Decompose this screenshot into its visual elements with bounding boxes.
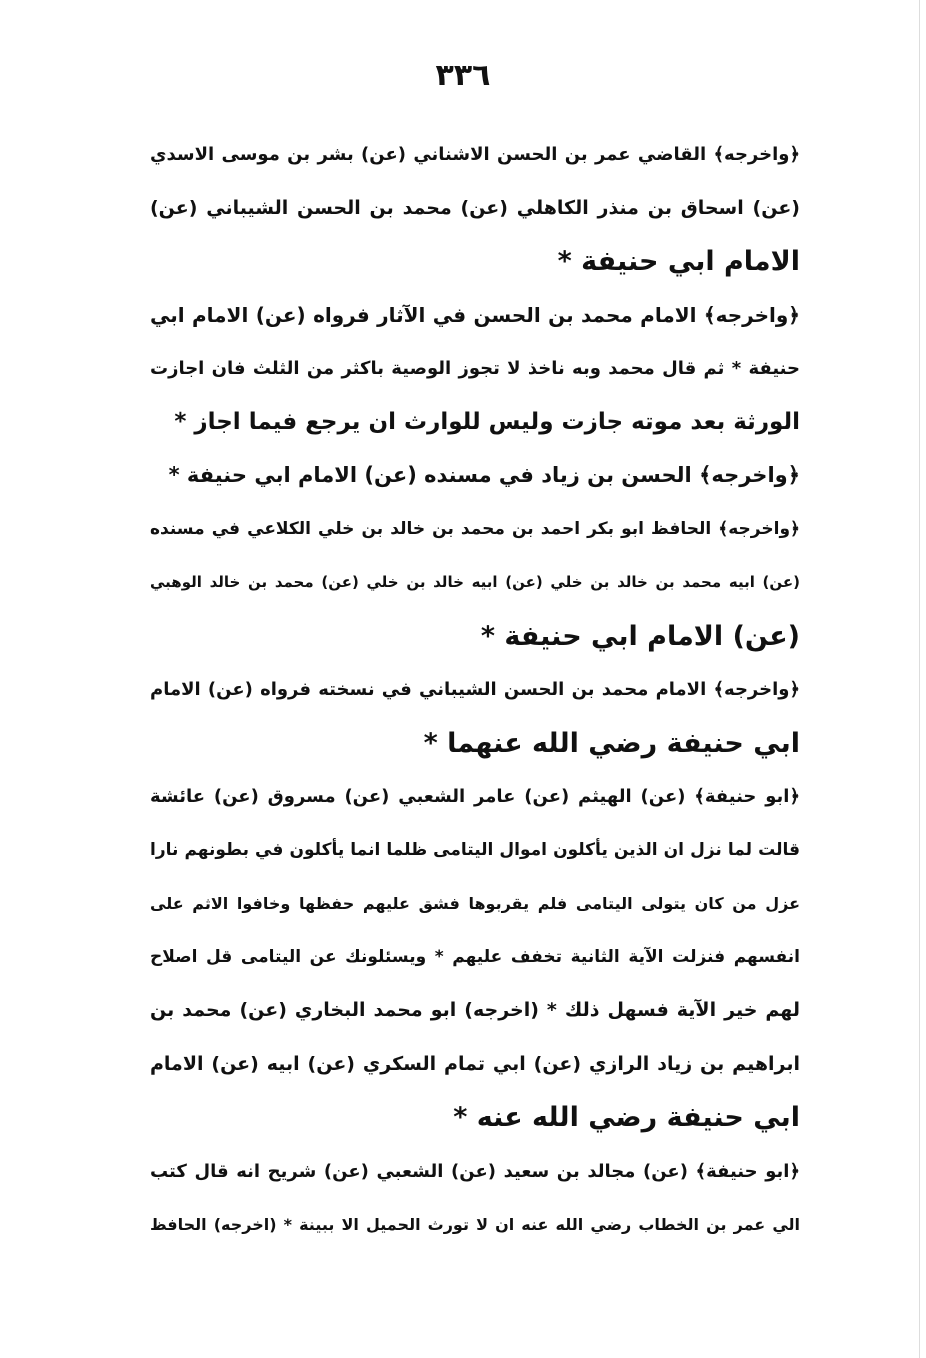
text-line: قالت لما نزل ان الذين يأكلون اموال اليتامى ظلما انما يأكلون في بطونهم نارا bbox=[150, 839, 800, 860]
page-number: ٣٣٦ bbox=[435, 58, 491, 93]
text-line: لهم خير الآية فسهل ذلك * (اخرجه) ابو محمد البخاري (عن) محمد بن bbox=[150, 999, 800, 1021]
text-line: (عن) اسحاق بن منذر الكاهلي (عن) محمد بن الحسن الشيباني (عن) bbox=[150, 196, 800, 219]
text-line: ﴿واخرجه﴾ الامام محمد بن الحسن في الآثار فرواه (عن) الامام ابي bbox=[150, 302, 800, 327]
text-line: ﴿ابو حنيفة﴾ (عن) الهيثم (عن) عامر الشعبي (عن) مسروق (عن) عائشة bbox=[150, 786, 800, 807]
text-line: حنيفة * ثم قال محمد وبه ناخذ لا تجوز الوصية باكثر من الثلث فان اجازت bbox=[150, 358, 800, 379]
text-line: ﴿ابو حنيفة﴾ (عن) مجالد بن سعيد (عن) الشعبي (عن) شريح انه قال كتب bbox=[150, 1160, 800, 1182]
text-line: ابي حنيفة رضي الله عنه * bbox=[453, 1102, 800, 1133]
text-line: (عن) الامام ابي حنيفة * bbox=[480, 620, 800, 652]
scan-edge-line bbox=[919, 0, 920, 1358]
text-line: ﴿واخرجه﴾ الحسن بن زياد في مسنده (عن) الامام ابي حنيفة * bbox=[168, 463, 800, 487]
body-text bbox=[150, 128, 800, 1252]
text-line: الي عمر بن الخطاب رضي الله عنه ان لا تورث الحميل الا ببينة * (اخرجه) الحافظ bbox=[150, 1215, 800, 1234]
text-line: انفسهم فنزلت الآية الثانية تخفف عليهم * ويسئلونك عن اليتامى قل اصلاح bbox=[150, 946, 800, 967]
text-line: عزل من كان يتولى اليتامى فلم يقربوها فشق عليهم حفظها وخافوا الاثم على bbox=[150, 894, 800, 913]
text-line: (عن) ابيه محمد بن خالد بن خلي (عن) ابيه خالد بن خلي (عن) محمد بن خالد الوهبي bbox=[150, 573, 800, 591]
text-line: ابراهيم بن زياد الرازي (عن) ابي تمام السكري (عن) ابيه (عن) الامام bbox=[150, 1052, 800, 1075]
text-line: ﴿واخرجه﴾ الامام محمد بن الحسن الشيباني في نسخته فرواه (عن) الامام bbox=[150, 679, 800, 700]
text-line: الورثة بعد موته جازت وليس للوارث ان يرجع فيما اجاز * bbox=[174, 408, 800, 435]
text-line: ﴿واخرجه﴾ القاضي عمر بن الحسن الاشناني (عن) بشر بن موسى الاسدي bbox=[150, 144, 800, 165]
text-line: ابي حنيفة رضي الله عنهما * bbox=[423, 727, 800, 759]
text-line: الامام ابي حنيفة * bbox=[557, 246, 800, 277]
text-line: ﴿واخرجه﴾ الحافظ ابو بكر احمد بن محمد بن خالد بن خلي الكلاعي في مسنده bbox=[150, 518, 800, 539]
